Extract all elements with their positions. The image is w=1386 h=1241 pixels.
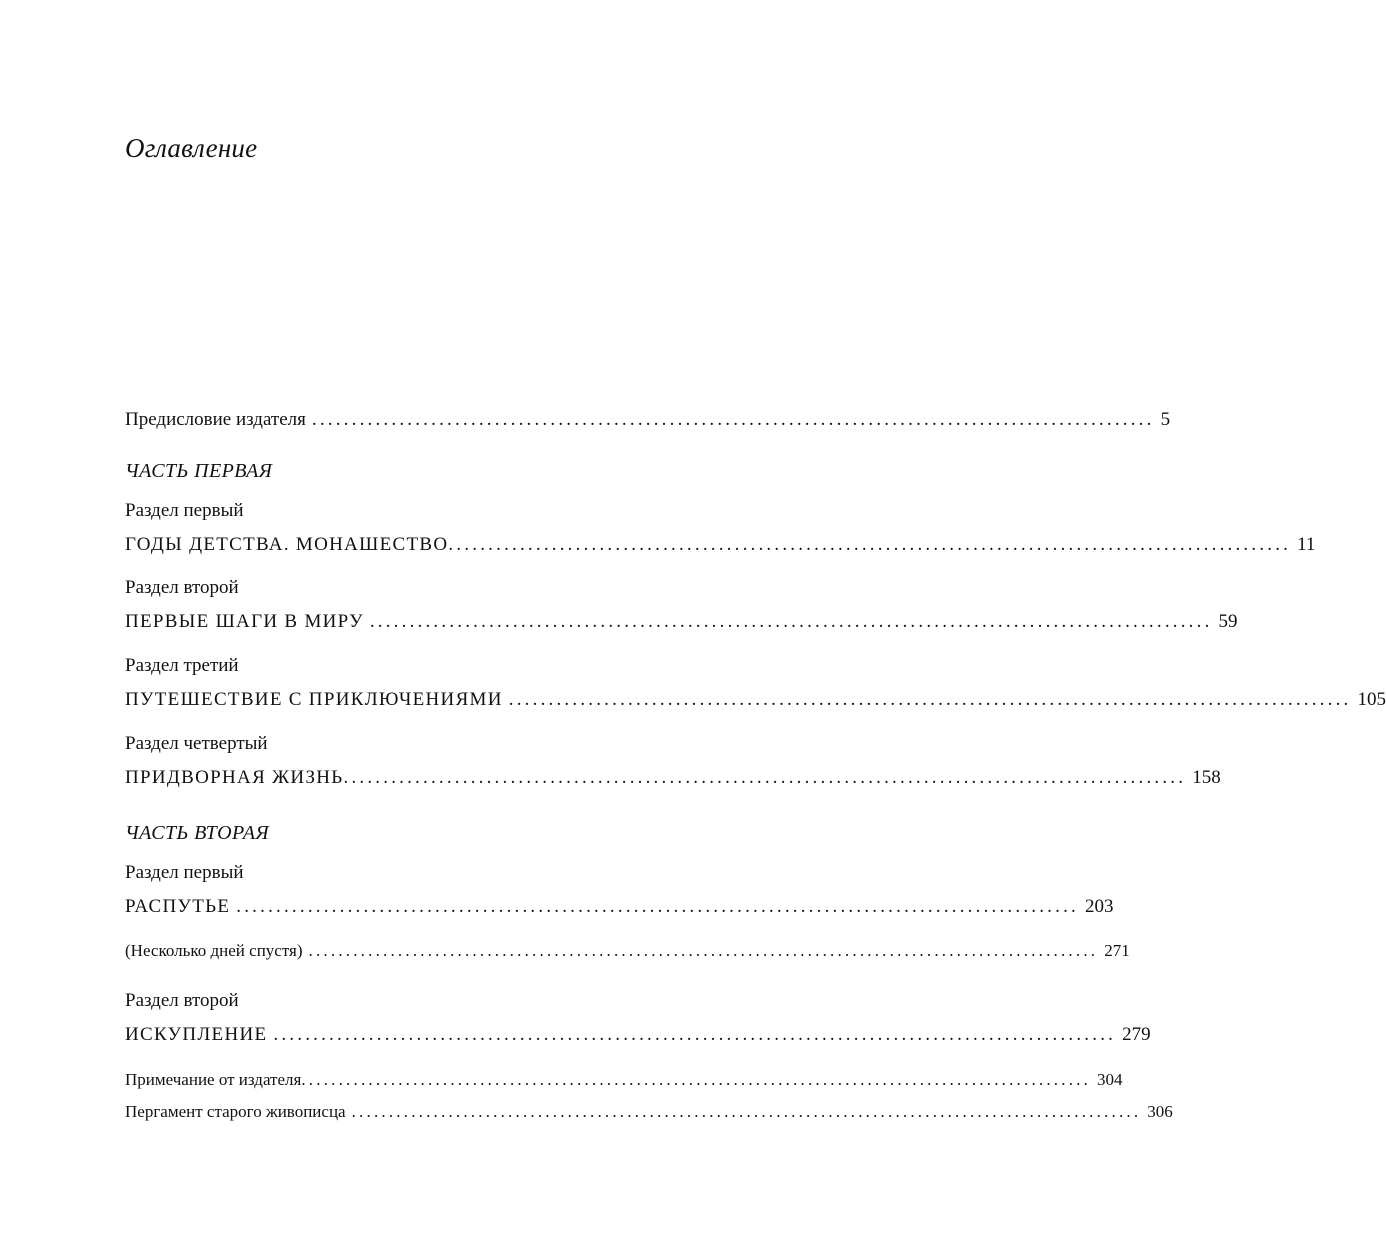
toc-entry-title: РАСПУТЬЕ [125, 896, 231, 917]
part-heading-2: ЧАСТЬ ВТОРАЯ [125, 822, 270, 844]
toc-entry-part1-s4[interactable] [125, 767, 1221, 788]
section-label: Раздел первый [125, 500, 244, 521]
toc-entry-title: ПУТЕШЕСТВИЕ С ПРИКЛЮЧЕНИЯМИ [125, 689, 503, 710]
toc-page-number: 59 [1218, 611, 1238, 632]
toc-entry-part1-s3[interactable] [125, 689, 1386, 710]
toc-leader-dots: .......................................................................................................... [311, 409, 1155, 430]
toc-page-number: 158 [1192, 767, 1221, 788]
toc-page-number: 11 [1297, 534, 1316, 555]
toc-leader-dots: .......................................................................................................... [308, 941, 1099, 960]
toc-leader-dots: .......................................................................................................... [508, 689, 1352, 710]
toc-entry-part1-s2[interactable] [125, 611, 1238, 632]
toc-leader-dots: .......................................................................................................... [273, 1024, 1117, 1045]
toc-entry-note[interactable] [125, 1070, 1123, 1089]
section-label: Раздел второй [125, 990, 239, 1011]
toc-page-number: 271 [1104, 941, 1130, 960]
toc-entry-text: (Несколько дней спустя) [125, 941, 303, 960]
toc-leader-dots: .......................................................................................................... [236, 896, 1079, 917]
toc-entry-part2-s1[interactable] [125, 896, 1114, 917]
toc-leader-dots: .......................................................................................................... [343, 767, 1187, 788]
toc-entry-text: Пергамент старого живописца [125, 1102, 346, 1121]
toc-entry-preface[interactable] [125, 409, 1171, 430]
toc-entry-title: ГОДЫ ДЕТСТВА. МОНАШЕСТВО [125, 534, 449, 555]
toc-leader-dots: .......................................................................................................... [448, 534, 1292, 555]
toc-page-number: 306 [1147, 1102, 1173, 1121]
toc-entry-title: ПРИДВОРНАЯ ЖИЗНЬ [125, 767, 344, 788]
toc-page-number: 105 [1357, 689, 1386, 710]
toc-page-number: 304 [1097, 1070, 1123, 1089]
toc-entry-title: ПЕРВЫЕ ШАГИ В МИРУ [125, 611, 364, 632]
section-label: Раздел первый [125, 862, 244, 883]
toc-page-number: 203 [1084, 896, 1114, 917]
toc-leader-dots: .......................................................................................................... [369, 611, 1213, 632]
toc-leader-dots: .......................................................................................................... [301, 1070, 1092, 1089]
toc-page-number: 279 [1122, 1024, 1151, 1045]
toc-entry-part2-s2[interactable] [125, 1024, 1151, 1045]
toc-entry-part1-s1[interactable] [125, 534, 1316, 555]
toc-entry-part2-sub[interactable] [125, 941, 1130, 960]
toc-entry-title: ИСКУПЛЕНИЕ [125, 1024, 268, 1045]
toc-entry-parchment[interactable] [125, 1102, 1173, 1121]
section-label: Раздел третий [125, 655, 239, 676]
toc-entry-text: Предисловие издателя [125, 409, 306, 430]
toc-leader-dots: .......................................................................................................... [351, 1102, 1142, 1121]
toc-entry-text: Примечание от издателя [125, 1070, 302, 1089]
section-label: Раздел четвертый [125, 733, 268, 754]
page-title: Оглавление [125, 133, 258, 163]
part-heading-1: ЧАСТЬ ПЕРВАЯ [125, 460, 273, 482]
section-label: Раздел второй [125, 577, 239, 598]
toc-page-number: 5 [1160, 409, 1171, 430]
